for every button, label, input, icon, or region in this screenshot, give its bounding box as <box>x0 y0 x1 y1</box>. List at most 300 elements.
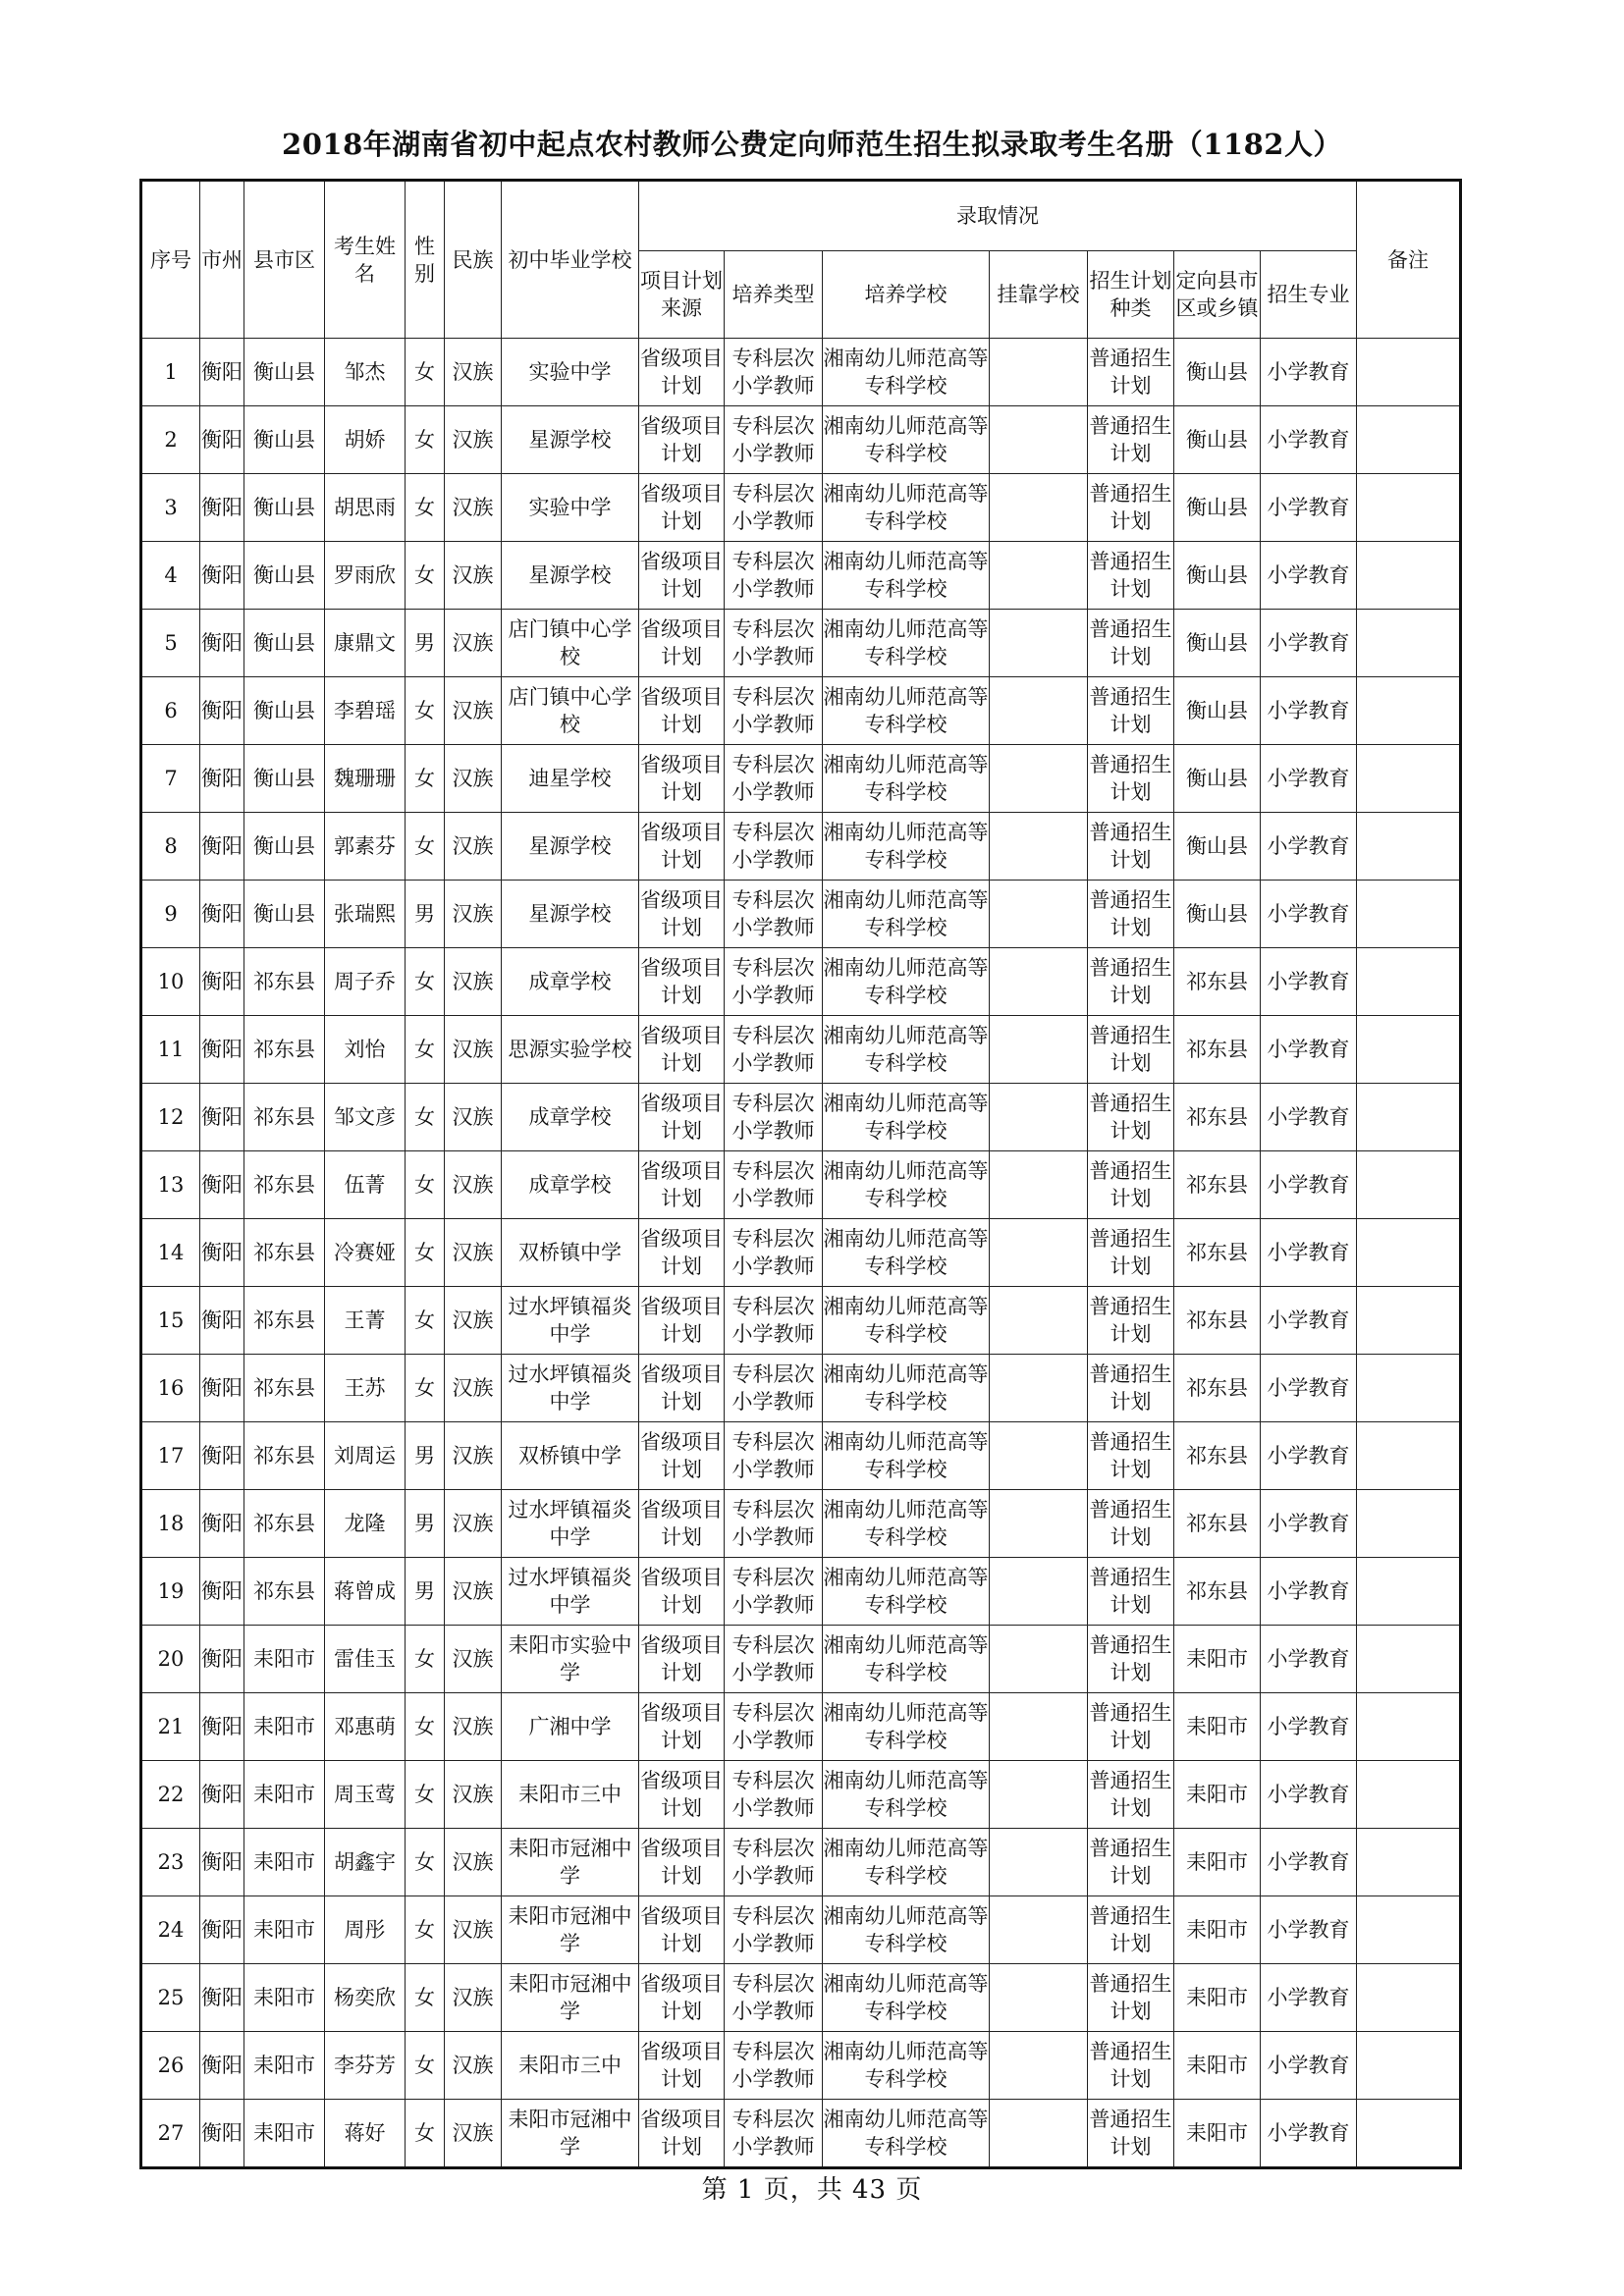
cell-school: 星源学校 <box>502 542 639 610</box>
cell-ethnicity: 汉族 <box>445 677 502 745</box>
col-header-remarks: 备注 <box>1357 181 1461 339</box>
cell-city: 衡阳 <box>200 745 244 813</box>
cell-plan-type: 普通招生计划 <box>1088 474 1174 542</box>
cell-name: 冷赛娅 <box>325 1219 406 1287</box>
cell-county: 祁东县 <box>244 1151 325 1219</box>
cell-seq: 11 <box>141 1016 200 1084</box>
cell-plan-type: 普通招生计划 <box>1088 1219 1174 1287</box>
cell-county: 祁东县 <box>244 1287 325 1355</box>
cell-remarks <box>1357 948 1461 1016</box>
cell-plan-type: 普通招生计划 <box>1088 1287 1174 1355</box>
cell-school: 星源学校 <box>502 881 639 948</box>
cell-plan-type: 普通招生计划 <box>1088 948 1174 1016</box>
cell-remarks <box>1357 1693 1461 1761</box>
cell-county: 祁东县 <box>244 1490 325 1558</box>
cell-gender: 男 <box>406 1558 445 1626</box>
table-row <box>141 474 1461 542</box>
cell-name: 伍菁 <box>325 1151 406 1219</box>
cell-name: 王苏 <box>325 1355 406 1422</box>
cell-ethnicity: 汉族 <box>445 610 502 677</box>
cell-target-area: 衡山县 <box>1174 610 1261 677</box>
cell-county: 耒阳市 <box>244 1964 325 2032</box>
cell-gender: 男 <box>406 1422 445 1490</box>
cell-gender: 女 <box>406 406 445 474</box>
cell-plan-source: 省级项目计划 <box>639 881 725 948</box>
cell-ethnicity: 汉族 <box>445 881 502 948</box>
cell-affiliated-school <box>990 677 1088 745</box>
cell-name: 杨奕欣 <box>325 1964 406 2032</box>
cell-target-area: 耒阳市 <box>1174 1693 1261 1761</box>
cell-train-type: 专科层次小学教师 <box>725 1761 823 1829</box>
cell-major: 小学教育 <box>1261 2100 1357 2168</box>
cell-target-area: 衡山县 <box>1174 745 1261 813</box>
cell-train-school: 湘南幼儿师范高等专科学校 <box>823 1693 990 1761</box>
cell-ethnicity: 汉族 <box>445 1084 502 1151</box>
cell-affiliated-school <box>990 2032 1088 2100</box>
cell-school: 实验中学 <box>502 474 639 542</box>
cell-train-school: 湘南幼儿师范高等专科学校 <box>823 2100 990 2168</box>
cell-seq: 23 <box>141 1829 200 1896</box>
cell-remarks <box>1357 677 1461 745</box>
cell-major: 小学教育 <box>1261 1761 1357 1829</box>
cell-ethnicity: 汉族 <box>445 1896 502 1964</box>
cell-plan-source: 省级项目计划 <box>639 813 725 881</box>
cell-city: 衡阳 <box>200 1422 244 1490</box>
cell-target-area: 祁东县 <box>1174 1016 1261 1084</box>
cell-seq: 20 <box>141 1626 200 1693</box>
cell-school: 成章学校 <box>502 1084 639 1151</box>
cell-train-type: 专科层次小学教师 <box>725 2032 823 2100</box>
cell-school: 过水坪镇福炎中学 <box>502 1287 639 1355</box>
cell-name: 雷佳玉 <box>325 1626 406 1693</box>
cell-city: 衡阳 <box>200 1761 244 1829</box>
table-row <box>141 1151 1461 1219</box>
cell-major: 小学教育 <box>1261 1084 1357 1151</box>
cell-target-area: 衡山县 <box>1174 881 1261 948</box>
cell-remarks <box>1357 1151 1461 1219</box>
cell-plan-source: 省级项目计划 <box>639 1693 725 1761</box>
cell-name: 周彤 <box>325 1896 406 1964</box>
cell-county: 祁东县 <box>244 1016 325 1084</box>
cell-major: 小学教育 <box>1261 1287 1357 1355</box>
cell-school: 星源学校 <box>502 813 639 881</box>
cell-seq: 7 <box>141 745 200 813</box>
cell-target-area: 耒阳市 <box>1174 1829 1261 1896</box>
col-header-school: 初中毕业学校 <box>502 181 639 339</box>
cell-name: 康鼎文 <box>325 610 406 677</box>
cell-train-type: 专科层次小学教师 <box>725 1829 823 1896</box>
cell-target-area: 衡山县 <box>1174 474 1261 542</box>
cell-county: 衡山县 <box>244 813 325 881</box>
cell-ethnicity: 汉族 <box>445 1490 502 1558</box>
cell-county: 衡山县 <box>244 474 325 542</box>
cell-school: 迪星学校 <box>502 745 639 813</box>
cell-name: 周子乔 <box>325 948 406 1016</box>
cell-affiliated-school <box>990 1896 1088 1964</box>
cell-remarks <box>1357 2100 1461 2168</box>
cell-name: 胡鑫宇 <box>325 1829 406 1896</box>
cell-train-school: 湘南幼儿师范高等专科学校 <box>823 1829 990 1896</box>
cell-remarks <box>1357 1829 1461 1896</box>
cell-gender: 女 <box>406 474 445 542</box>
cell-city: 衡阳 <box>200 339 244 406</box>
cell-plan-source: 省级项目计划 <box>639 474 725 542</box>
col-header-seq: 序号 <box>141 181 200 339</box>
cell-train-school: 湘南幼儿师范高等专科学校 <box>823 2032 990 2100</box>
cell-plan-type: 普通招生计划 <box>1088 677 1174 745</box>
cell-remarks <box>1357 339 1461 406</box>
cell-ethnicity: 汉族 <box>445 474 502 542</box>
cell-affiliated-school <box>990 1964 1088 2032</box>
table-row <box>141 339 1461 406</box>
cell-plan-source: 省级项目计划 <box>639 1490 725 1558</box>
cell-affiliated-school <box>990 1422 1088 1490</box>
cell-affiliated-school <box>990 2100 1088 2168</box>
cell-city: 衡阳 <box>200 881 244 948</box>
cell-train-type: 专科层次小学教师 <box>725 813 823 881</box>
cell-school: 过水坪镇福炎中学 <box>502 1558 639 1626</box>
cell-train-school: 湘南幼儿师范高等专科学校 <box>823 610 990 677</box>
cell-gender: 女 <box>406 1287 445 1355</box>
cell-affiliated-school <box>990 406 1088 474</box>
cell-affiliated-school <box>990 1829 1088 1896</box>
cell-major: 小学教育 <box>1261 542 1357 610</box>
cell-train-type: 专科层次小学教师 <box>725 610 823 677</box>
cell-train-type: 专科层次小学教师 <box>725 1896 823 1964</box>
cell-target-area: 耒阳市 <box>1174 1964 1261 2032</box>
cell-train-type: 专科层次小学教师 <box>725 1016 823 1084</box>
cell-remarks <box>1357 1626 1461 1693</box>
cell-name: 刘周运 <box>325 1422 406 1490</box>
cell-target-area: 耒阳市 <box>1174 2032 1261 2100</box>
col-header-city: 市州 <box>200 181 244 339</box>
cell-ethnicity: 汉族 <box>445 1355 502 1422</box>
cell-seq: 6 <box>141 677 200 745</box>
cell-city: 衡阳 <box>200 1964 244 2032</box>
cell-affiliated-school <box>990 1355 1088 1422</box>
cell-affiliated-school <box>990 1558 1088 1626</box>
cell-name: 龙隆 <box>325 1490 406 1558</box>
cell-name: 李碧瑶 <box>325 677 406 745</box>
cell-target-area: 祁东县 <box>1174 1219 1261 1287</box>
cell-train-school: 湘南幼儿师范高等专科学校 <box>823 1422 990 1490</box>
cell-train-school: 湘南幼儿师范高等专科学校 <box>823 1219 990 1287</box>
cell-remarks <box>1357 474 1461 542</box>
cell-remarks <box>1357 1219 1461 1287</box>
cell-ethnicity: 汉族 <box>445 1829 502 1896</box>
cell-county: 衡山县 <box>244 745 325 813</box>
cell-seq: 22 <box>141 1761 200 1829</box>
table-row <box>141 1761 1461 1829</box>
cell-county: 祁东县 <box>244 948 325 1016</box>
cell-city: 衡阳 <box>200 948 244 1016</box>
cell-school: 成章学校 <box>502 1151 639 1219</box>
cell-target-area: 衡山县 <box>1174 339 1261 406</box>
cell-school: 耒阳市三中 <box>502 1761 639 1829</box>
cell-plan-type: 普通招生计划 <box>1088 1016 1174 1084</box>
cell-ethnicity: 汉族 <box>445 1151 502 1219</box>
cell-target-area: 耒阳市 <box>1174 1626 1261 1693</box>
cell-target-area: 祁东县 <box>1174 1558 1261 1626</box>
cell-remarks <box>1357 1761 1461 1829</box>
cell-plan-type: 普通招生计划 <box>1088 1896 1174 1964</box>
table-row <box>141 677 1461 745</box>
cell-plan-type: 普通招生计划 <box>1088 1151 1174 1219</box>
cell-name: 罗雨欣 <box>325 542 406 610</box>
cell-seq: 15 <box>141 1287 200 1355</box>
cell-gender: 女 <box>406 745 445 813</box>
cell-plan-source: 省级项目计划 <box>639 1626 725 1693</box>
cell-plan-type: 普通招生计划 <box>1088 1964 1174 2032</box>
cell-train-school: 湘南幼儿师范高等专科学校 <box>823 1355 990 1422</box>
cell-seq: 24 <box>141 1896 200 1964</box>
cell-school: 广湘中学 <box>502 1693 639 1761</box>
cell-remarks <box>1357 1490 1461 1558</box>
cell-county: 衡山县 <box>244 677 325 745</box>
cell-name: 李芬芳 <box>325 2032 406 2100</box>
col-header-admission-group: 录取情况 <box>639 181 1357 251</box>
cell-plan-type: 普通招生计划 <box>1088 1490 1174 1558</box>
cell-plan-source: 省级项目计划 <box>639 339 725 406</box>
col-header-name: 考生姓名 <box>325 181 406 339</box>
cell-major: 小学教育 <box>1261 1151 1357 1219</box>
cell-plan-source: 省级项目计划 <box>639 610 725 677</box>
cell-seq: 19 <box>141 1558 200 1626</box>
cell-seq: 16 <box>141 1355 200 1422</box>
cell-school: 耒阳市冠湘中学 <box>502 1896 639 1964</box>
cell-affiliated-school <box>990 474 1088 542</box>
table-row <box>141 2032 1461 2100</box>
cell-plan-type: 普通招生计划 <box>1088 1693 1174 1761</box>
col-header-affiliated-school: 挂靠学校 <box>990 251 1088 339</box>
cell-train-type: 专科层次小学教师 <box>725 745 823 813</box>
cell-county: 祁东县 <box>244 1084 325 1151</box>
cell-major: 小学教育 <box>1261 1626 1357 1693</box>
cell-gender: 女 <box>406 2100 445 2168</box>
cell-train-type: 专科层次小学教师 <box>725 1490 823 1558</box>
cell-seq: 21 <box>141 1693 200 1761</box>
cell-major: 小学教育 <box>1261 1016 1357 1084</box>
table-row <box>141 1016 1461 1084</box>
cell-train-type: 专科层次小学教师 <box>725 881 823 948</box>
cell-plan-type: 普通招生计划 <box>1088 339 1174 406</box>
cell-city: 衡阳 <box>200 1084 244 1151</box>
cell-ethnicity: 汉族 <box>445 1761 502 1829</box>
cell-plan-source: 省级项目计划 <box>639 2100 725 2168</box>
table-row <box>141 1626 1461 1693</box>
cell-affiliated-school <box>990 1490 1088 1558</box>
cell-affiliated-school <box>990 1219 1088 1287</box>
cell-school: 耒阳市三中 <box>502 2032 639 2100</box>
cell-train-school: 湘南幼儿师范高等专科学校 <box>823 1896 990 1964</box>
cell-remarks <box>1357 1422 1461 1490</box>
cell-train-school: 湘南幼儿师范高等专科学校 <box>823 813 990 881</box>
cell-name: 魏珊珊 <box>325 745 406 813</box>
cell-remarks <box>1357 1084 1461 1151</box>
cell-major: 小学教育 <box>1261 1896 1357 1964</box>
cell-remarks <box>1357 1016 1461 1084</box>
cell-county: 耒阳市 <box>244 2032 325 2100</box>
cell-city: 衡阳 <box>200 1490 244 1558</box>
cell-major: 小学教育 <box>1261 1355 1357 1422</box>
cell-train-type: 专科层次小学教师 <box>725 406 823 474</box>
cell-plan-source: 省级项目计划 <box>639 677 725 745</box>
cell-school: 过水坪镇福炎中学 <box>502 1490 639 1558</box>
cell-city: 衡阳 <box>200 1355 244 1422</box>
cell-name: 邹文彦 <box>325 1084 406 1151</box>
cell-school: 星源学校 <box>502 406 639 474</box>
cell-train-type: 专科层次小学教师 <box>725 1219 823 1287</box>
cell-plan-type: 普通招生计划 <box>1088 2032 1174 2100</box>
cell-name: 胡娇 <box>325 406 406 474</box>
cell-school: 耒阳市冠湘中学 <box>502 2100 639 2168</box>
table-row <box>141 1422 1461 1490</box>
col-header-target-area: 定向县市区或乡镇 <box>1174 251 1261 339</box>
admission-roster-table <box>139 179 1462 2169</box>
cell-plan-type: 普通招生计划 <box>1088 2100 1174 2168</box>
cell-affiliated-school <box>990 813 1088 881</box>
cell-county: 衡山县 <box>244 610 325 677</box>
cell-name: 胡思雨 <box>325 474 406 542</box>
cell-ethnicity: 汉族 <box>445 406 502 474</box>
cell-plan-source: 省级项目计划 <box>639 1084 725 1151</box>
cell-county: 祁东县 <box>244 1558 325 1626</box>
cell-major: 小学教育 <box>1261 1829 1357 1896</box>
cell-plan-source: 省级项目计划 <box>639 1896 725 1964</box>
cell-train-school: 湘南幼儿师范高等专科学校 <box>823 948 990 1016</box>
cell-ethnicity: 汉族 <box>445 948 502 1016</box>
cell-gender: 女 <box>406 1016 445 1084</box>
cell-target-area: 祁东县 <box>1174 948 1261 1016</box>
cell-remarks <box>1357 542 1461 610</box>
cell-ethnicity: 汉族 <box>445 1558 502 1626</box>
cell-remarks <box>1357 1287 1461 1355</box>
cell-name: 郭素芬 <box>325 813 406 881</box>
cell-city: 衡阳 <box>200 2032 244 2100</box>
col-header-gender: 性别 <box>406 181 445 339</box>
cell-plan-source: 省级项目计划 <box>639 1422 725 1490</box>
cell-remarks <box>1357 610 1461 677</box>
cell-train-type: 专科层次小学教师 <box>725 677 823 745</box>
cell-major: 小学教育 <box>1261 406 1357 474</box>
cell-county: 祁东县 <box>244 1355 325 1422</box>
table-row <box>141 610 1461 677</box>
cell-target-area: 耒阳市 <box>1174 1761 1261 1829</box>
cell-plan-type: 普通招生计划 <box>1088 1355 1174 1422</box>
cell-plan-source: 省级项目计划 <box>639 1016 725 1084</box>
cell-city: 衡阳 <box>200 813 244 881</box>
cell-plan-source: 省级项目计划 <box>639 542 725 610</box>
cell-school: 店门镇中心学校 <box>502 610 639 677</box>
cell-major: 小学教育 <box>1261 813 1357 881</box>
col-header-ethnicity: 民族 <box>445 181 502 339</box>
cell-ethnicity: 汉族 <box>445 813 502 881</box>
cell-affiliated-school <box>990 1693 1088 1761</box>
cell-target-area: 衡山县 <box>1174 542 1261 610</box>
cell-target-area: 祁东县 <box>1174 1422 1261 1490</box>
cell-city: 衡阳 <box>200 1219 244 1287</box>
cell-seq: 3 <box>141 474 200 542</box>
cell-seq: 25 <box>141 1964 200 2032</box>
table-row <box>141 813 1461 881</box>
table-body <box>141 339 1461 2168</box>
cell-gender: 女 <box>406 1626 445 1693</box>
cell-school: 耒阳市冠湘中学 <box>502 1964 639 2032</box>
cell-train-school: 湘南幼儿师范高等专科学校 <box>823 542 990 610</box>
cell-plan-source: 省级项目计划 <box>639 1287 725 1355</box>
cell-seq: 26 <box>141 2032 200 2100</box>
cell-plan-source: 省级项目计划 <box>639 1355 725 1422</box>
cell-affiliated-school <box>990 542 1088 610</box>
cell-school: 过水坪镇福炎中学 <box>502 1355 639 1422</box>
cell-train-school: 湘南幼儿师范高等专科学校 <box>823 1964 990 2032</box>
cell-major: 小学教育 <box>1261 474 1357 542</box>
cell-target-area: 祁东县 <box>1174 1287 1261 1355</box>
cell-gender: 男 <box>406 881 445 948</box>
cell-gender: 女 <box>406 2032 445 2100</box>
cell-train-school: 湘南幼儿师范高等专科学校 <box>823 677 990 745</box>
cell-major: 小学教育 <box>1261 339 1357 406</box>
cell-major: 小学教育 <box>1261 1693 1357 1761</box>
cell-remarks <box>1357 813 1461 881</box>
cell-train-type: 专科层次小学教师 <box>725 2100 823 2168</box>
cell-gender: 男 <box>406 1490 445 1558</box>
cell-gender: 女 <box>406 1084 445 1151</box>
cell-seq: 4 <box>141 542 200 610</box>
cell-remarks <box>1357 2032 1461 2100</box>
cell-major: 小学教育 <box>1261 677 1357 745</box>
cell-city: 衡阳 <box>200 1016 244 1084</box>
cell-train-school: 湘南幼儿师范高等专科学校 <box>823 1761 990 1829</box>
cell-seq: 1 <box>141 339 200 406</box>
cell-county: 耒阳市 <box>244 1896 325 1964</box>
cell-ethnicity: 汉族 <box>445 339 502 406</box>
cell-city: 衡阳 <box>200 1829 244 1896</box>
cell-gender: 女 <box>406 1355 445 1422</box>
cell-train-type: 专科层次小学教师 <box>725 948 823 1016</box>
cell-train-school: 湘南幼儿师范高等专科学校 <box>823 1558 990 1626</box>
header-row-top <box>141 181 1461 251</box>
cell-plan-source: 省级项目计划 <box>639 1761 725 1829</box>
cell-city: 衡阳 <box>200 610 244 677</box>
cell-affiliated-school <box>990 610 1088 677</box>
cell-gender: 女 <box>406 677 445 745</box>
cell-county: 耒阳市 <box>244 1626 325 1693</box>
table-row <box>141 745 1461 813</box>
cell-school: 耒阳市冠湘中学 <box>502 1829 639 1896</box>
cell-train-type: 专科层次小学教师 <box>725 1693 823 1761</box>
cell-plan-type: 普通招生计划 <box>1088 406 1174 474</box>
cell-gender: 女 <box>406 813 445 881</box>
cell-affiliated-school <box>990 1016 1088 1084</box>
cell-school: 成章学校 <box>502 948 639 1016</box>
cell-ethnicity: 汉族 <box>445 1287 502 1355</box>
cell-remarks <box>1357 1964 1461 2032</box>
col-header-county: 县市区 <box>244 181 325 339</box>
cell-county: 衡山县 <box>244 881 325 948</box>
cell-ethnicity: 汉族 <box>445 2032 502 2100</box>
cell-plan-type: 普通招生计划 <box>1088 1422 1174 1490</box>
cell-major: 小学教育 <box>1261 948 1357 1016</box>
cell-ethnicity: 汉族 <box>445 745 502 813</box>
cell-name: 邹杰 <box>325 339 406 406</box>
table-row <box>141 1287 1461 1355</box>
cell-train-school: 湘南幼儿师范高等专科学校 <box>823 881 990 948</box>
cell-plan-source: 省级项目计划 <box>639 406 725 474</box>
cell-seq: 17 <box>141 1422 200 1490</box>
cell-train-school: 湘南幼儿师范高等专科学校 <box>823 339 990 406</box>
cell-plan-type: 普通招生计划 <box>1088 1558 1174 1626</box>
